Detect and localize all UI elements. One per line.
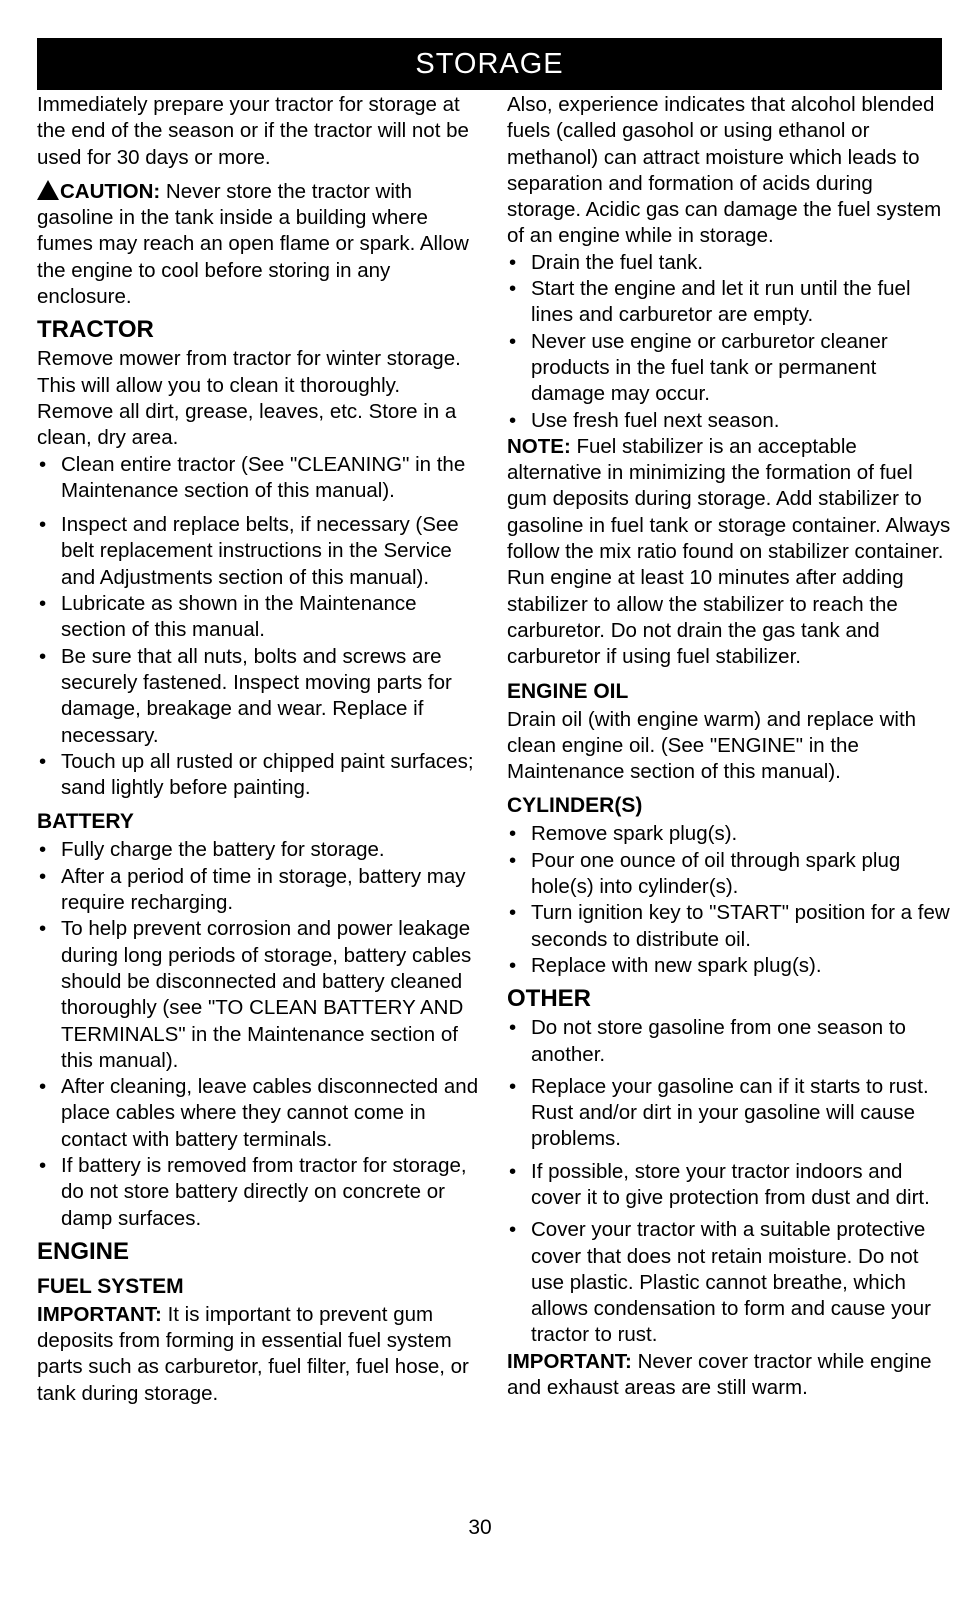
list-item: • Never use engine or carburetor cleaner products in the fuel tank or permanent damage may occur. bbox=[507, 329, 952, 408]
list-item: • Cover your tractor with a suitable protective cover that does not retain moisture. Do not use plastic. Plastic cannot breathe, which allows condensation to form and cause your tractor to rust. bbox=[507, 1217, 952, 1348]
important-label: IMPORTANT: bbox=[37, 1302, 162, 1326]
list-item: • Touch up all rusted or chipped paint surfaces; sand lightly before painting. bbox=[37, 749, 482, 802]
list-item: • Use fresh fuel next season. bbox=[507, 408, 952, 434]
list-item: • Fully charge the battery for storage. bbox=[37, 837, 482, 863]
left-column bbox=[37, 92, 482, 1407]
list-item: • Drain the fuel tank. bbox=[507, 250, 952, 276]
alcohol-fuel-paragraph: Also, experience indicates that alcohol blended fuels (called gasohol or using ethanol or methanol) can attract moisture which leads to separation and formation of acids during storage. Acidic gas can damage the fuel system of an engine while in storage. bbox=[507, 93, 942, 248]
important-text: It is important to prevent gum deposits from forming in essential fuel system parts such as carburetor, fuel filter, fuel hose, or tank during storage. bbox=[37, 1302, 469, 1405]
engine-oil-text: Drain oil (with engine warm) and replace with clean engine oil. (See "ENGINE" in the Maintenance section of this manual). bbox=[507, 707, 917, 784]
engine-oil-heading: ENGINE OIL bbox=[507, 679, 629, 703]
list-item: • To help prevent corrosion and power leakage during long periods of storage, battery cables should be disconnected and battery cleaned thoroughly (see "TO CLEAN BATTERY AND TERMINALS" in the Maintenance section of this manual). bbox=[37, 916, 482, 1074]
right-column bbox=[507, 92, 952, 1401]
important-text: Never cover tractor while engine and exhaust areas are still warm. bbox=[507, 1349, 932, 1400]
list-item: • If battery is removed from tractor for storage, do not store battery directly on concrete or damp surfaces. bbox=[37, 1153, 482, 1232]
list-item: • Be sure that all nuts, bolts and screws are securely fastened. Inspect moving parts for damage, breakage and wear. Replace if necessary. bbox=[37, 644, 482, 749]
fuel-system-heading: FUEL SYSTEM bbox=[37, 1274, 184, 1298]
storage-title-banner bbox=[37, 38, 942, 90]
list-item: • Remove spark plug(s). bbox=[507, 821, 952, 847]
list-item: • Turn ignition key to "START" position for a few seconds to distribute oil. bbox=[507, 900, 952, 953]
battery-bullet-list bbox=[37, 837, 482, 1231]
list-item: • Replace with new spark plug(s). bbox=[507, 953, 952, 979]
list-item: • Lubricate as shown in the Maintenance section of this manual. bbox=[37, 591, 482, 644]
other-important-paragraph bbox=[507, 1349, 952, 1402]
caution-paragraph bbox=[37, 179, 482, 310]
list-item: • After cleaning, leave cables disconnected and place cables where they cannot come in contact with battery terminals. bbox=[37, 1074, 482, 1153]
caution-label: CAUTION: bbox=[60, 179, 161, 203]
caution-text: Never store the tractor with gasoline in the tank inside a building where fumes may reach an open flame or spark. Allow the engine to cool before storing in any enclosure. bbox=[37, 179, 469, 309]
tractor-text: Remove mower from tractor for winter storage. This will allow you to clean it thoroughly. Remove all dirt, grease, leaves, etc. Store in a clean, dry area. bbox=[37, 347, 461, 450]
list-item: • Replace your gasoline can if it starts to rust. Rust and/or dirt in your gasoline will cause problems. bbox=[507, 1074, 952, 1153]
cylinders-bullet-list bbox=[507, 821, 952, 979]
list-item: • Clean entire tractor (See "CLEANING" in the Maintenance section of this manual). bbox=[37, 452, 482, 505]
list-item: • If possible, store your tractor indoors and cover it to give protection from dust and dirt. bbox=[507, 1159, 952, 1212]
list-item: • After a period of time in storage, battery may require recharging. bbox=[37, 864, 482, 917]
other-heading: OTHER bbox=[507, 985, 591, 1013]
page-number: 30 bbox=[468, 1516, 492, 1539]
page-title: STORAGE bbox=[415, 47, 564, 80]
list-item: • Do not store gasoline from one season to another. bbox=[507, 1015, 952, 1068]
intro-paragraph: Immediately prepare your tractor for storage at the end of the season or if the tractor will not be used for 30 days or more. bbox=[37, 93, 469, 169]
important-label: IMPORTANT: bbox=[507, 1349, 632, 1373]
list-item: • Inspect and replace belts, if necessary (See belt replacement instructions in the Service and Adjustments section of this manual). bbox=[37, 512, 482, 591]
list-item: • Pour one ounce of oil through spark plug hole(s) into cylinder(s). bbox=[507, 848, 952, 901]
cylinders-heading: CYLINDER(S) bbox=[507, 794, 643, 818]
note-label: NOTE: bbox=[507, 434, 571, 458]
note-paragraph bbox=[507, 434, 952, 671]
engine-heading: ENGINE bbox=[37, 1237, 130, 1265]
other-bullet-list bbox=[507, 1015, 952, 1349]
tractor-heading: TRACTOR bbox=[37, 316, 154, 344]
battery-heading: BATTERY bbox=[37, 810, 134, 834]
list-item: • Start the engine and let it run until the fuel lines and carburetor are empty. bbox=[507, 276, 952, 329]
note-text: Fuel stabilizer is an acceptable alternative in minimizing the formation of fuel gum deposits during storage. Add stabilizer to gasoline in fuel tank or storage container. Always follow the mix ratio found on stabilizer container. Run engine at least 10 minutes after adding stabilizer to allow the stabilizer to reach the carburetor. Do not drain the gas tank and carburetor if using fuel stabilizer. bbox=[507, 434, 951, 669]
warning-triangle-icon bbox=[37, 180, 59, 200]
tractor-bullet-list bbox=[37, 452, 482, 802]
fuel-bullet-list bbox=[507, 250, 952, 434]
fuel-important-paragraph bbox=[37, 1302, 482, 1407]
